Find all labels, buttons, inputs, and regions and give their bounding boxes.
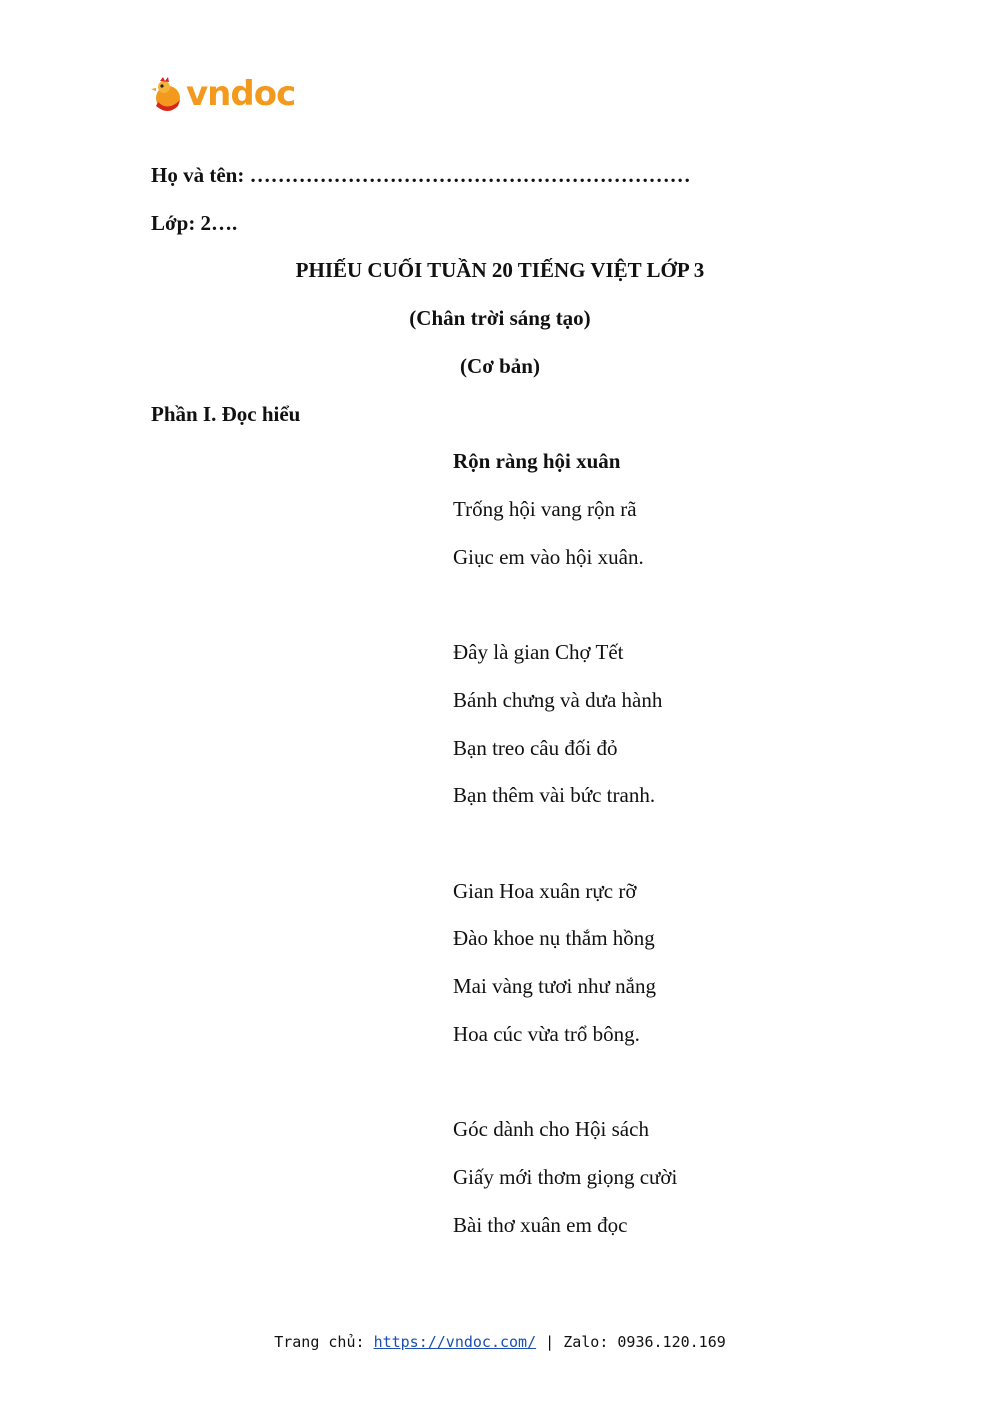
student-name-field: Họ và tên: ………………………………………………………	[151, 163, 691, 187]
worksheet-title: PHIẾU CUỐI TUẦN 20 TIẾNG VIỆT LỚP 3	[295, 258, 705, 282]
poem-title: Rộn ràng hội xuân	[453, 449, 621, 473]
page-footer	[0, 1333, 1000, 1351]
poem-line: Giục em vào hội xuân.	[453, 545, 644, 569]
poem-line: Đào khoe nụ thắm hồng	[453, 926, 655, 950]
footer-home-link[interactable]: https://vndoc.com/	[373, 1333, 537, 1351]
worksheet-level: (Cơ bản)	[460, 354, 540, 378]
poem-line: Góc dành cho Hội sách	[453, 1117, 649, 1141]
poem-line: Trống hội vang rộn rã	[453, 497, 637, 521]
poem-line: Mai vàng tươi như nắng	[453, 974, 657, 998]
poem-line: Gian Hoa xuân rực rỡ	[453, 879, 637, 903]
poem-line: Giấy mới thơm giọng cười	[453, 1165, 678, 1189]
poem-line: Đây là gian Chợ Tết	[453, 640, 624, 664]
worksheet-series: (Chân trời sáng tạo)	[409, 306, 591, 330]
chicken-mascot-icon	[150, 76, 186, 116]
poem-line: Bánh chưng và dưa hành	[453, 688, 663, 712]
footer-zalo: Zalo: 0936.120.169	[563, 1333, 726, 1351]
poem-line: Bạn treo câu đối đỏ	[453, 736, 618, 760]
footer-home-label: Trang chủ:	[274, 1333, 374, 1351]
section-heading: Phần I. Đọc hiểu	[151, 402, 301, 426]
footer-separator: |	[536, 1333, 564, 1351]
poem-line: Bài thơ xuân em đọc	[453, 1213, 628, 1237]
vndoc-logo[interactable]	[150, 76, 310, 116]
logo-wordmark: vndoc	[186, 74, 296, 114]
poem-line: Hoa cúc vừa trổ bông.	[453, 1022, 640, 1046]
poem-line: Bạn thêm vài bức tranh.	[453, 783, 656, 807]
class-field: Lớp: 2….	[151, 211, 238, 235]
